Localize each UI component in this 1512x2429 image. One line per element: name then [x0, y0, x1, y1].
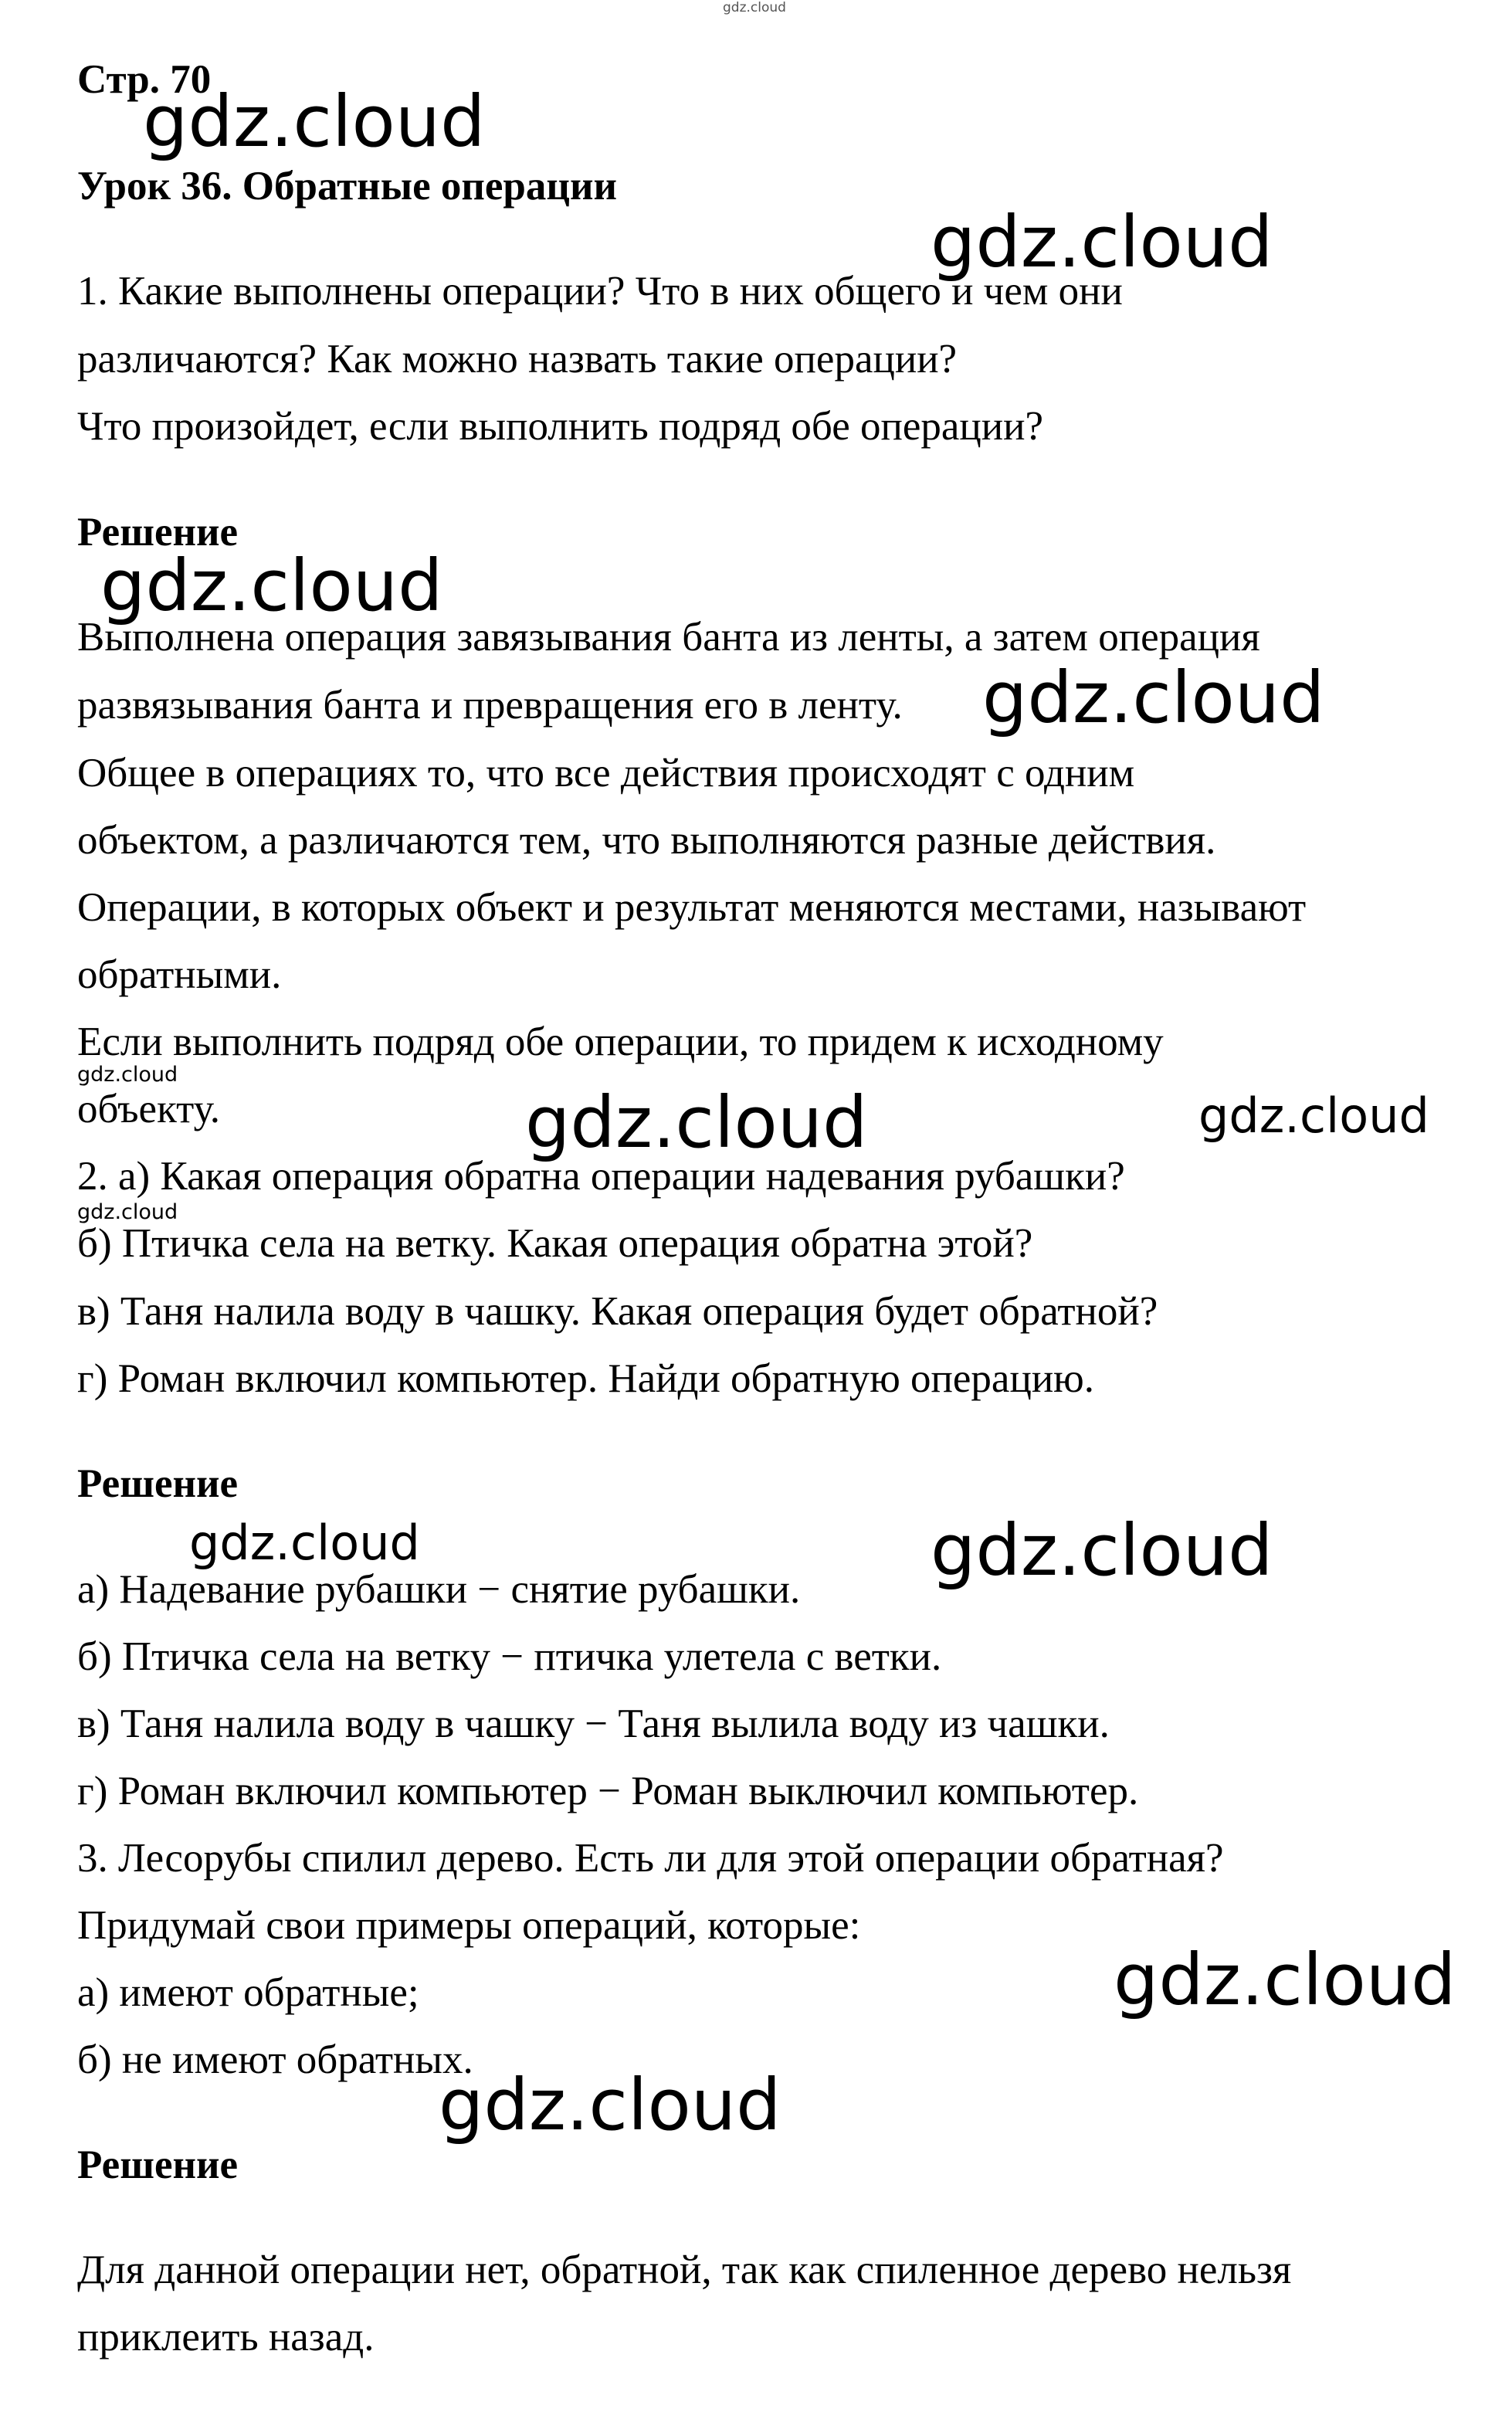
watermark: gdz.cloud [77, 1063, 178, 1087]
task-2-answer-line: б) Птичка села на ветку − птичка улетела с ветки. [77, 1634, 942, 1679]
task-2-question-line: г) Роман включил компьютер. Найди обратную операцию. [77, 1356, 1095, 1401]
task-2-solution-heading: Решение [77, 1461, 239, 1506]
task-3-question-line: 3. Лесорубы спилил дерево. Есть ли для этой операции обратная? [77, 1836, 1224, 1881]
watermark: gdz.cloud [143, 80, 486, 163]
task-1-answer-line: Выполнена операция завязывания банта из ленты, а затем операция [77, 615, 1260, 660]
task-1-question-line: 1. Какие выполнены операции? Что в них общего и чем они [77, 269, 1123, 314]
task-1-question-line: различаются? Как можно назвать такие операции? [77, 337, 958, 382]
task-3-question-line: Придумай свои примеры операций, которые: [77, 1903, 861, 1948]
lesson-title: Урок 36. Обратные операции [77, 164, 618, 209]
task-1-solution-heading: Решение [77, 510, 239, 555]
watermark: gdz.cloud [77, 1200, 178, 1224]
page-reference: Стр. 70 [77, 57, 212, 102]
task-3-answer-line: Для данной операции нет, обратной, так как спиленное дерево нельзя [77, 2248, 1292, 2292]
task-2-answer-line: в) Таня налила воду в чашку − Таня вылила воду из чашки. [77, 1701, 1110, 1746]
watermark: gdz.cloud [1114, 1939, 1456, 2021]
task-3-question-line: б) не имеют обратных. [77, 2037, 473, 2082]
task-3-solution-heading: Решение [77, 2142, 239, 2187]
watermark: gdz.cloud [439, 2064, 781, 2146]
watermark: gdz.cloud [931, 1509, 1273, 1592]
task-1-answer-line: объекту. [77, 1087, 221, 1131]
task-1-question-line: Что произойдет, если выполнить подряд обе операции? [77, 404, 1043, 449]
task-2-question-line: б) Птичка села на ветку. Какая операция обратна этой? [77, 1221, 1033, 1266]
task-1-answer-line: развязывания банта и превращения его в ленту. [77, 683, 903, 728]
task-1-answer-line: объектом, а различаются тем, что выполняются разные действия. [77, 818, 1216, 863]
task-2-question-line: 2. а) Какая операция обратна операции надевания рубашки? [77, 1154, 1125, 1199]
task-1-answer-line: Если выполнить подряд обе операции, то придем к исходному [77, 1019, 1164, 1064]
task-3-question-line: а) имеют обратные; [77, 1970, 419, 2015]
watermark: gdz.cloud [525, 1081, 868, 1164]
task-1-answer-line: Операции, в которых объект и результат меняются местами, называют [77, 885, 1307, 930]
watermark: gdz.cloud [982, 656, 1325, 739]
task-3-answer-line: приклеить назад. [77, 2315, 375, 2359]
task-2-answer-line: г) Роман включил компьютер − Роман выключил компьютер. [77, 1769, 1139, 1813]
task-2-question-line: в) Таня налила воду в чашку. Какая операция будет обратной? [77, 1289, 1158, 1334]
task-1-answer-line: обратными. [77, 952, 282, 997]
watermark: gdz.cloud [723, 0, 786, 15]
task-1-answer-line: Общее в операциях то, что все действия происходят с одним [77, 751, 1135, 796]
watermark: gdz.cloud [1198, 1087, 1429, 1144]
watermark: gdz.cloud [931, 201, 1273, 283]
watermark: gdz.cloud [189, 1515, 420, 1571]
watermark: gdz.cloud [100, 544, 443, 627]
task-2-answer-line: а) Надевание рубашки − снятие рубашки. [77, 1567, 801, 1612]
